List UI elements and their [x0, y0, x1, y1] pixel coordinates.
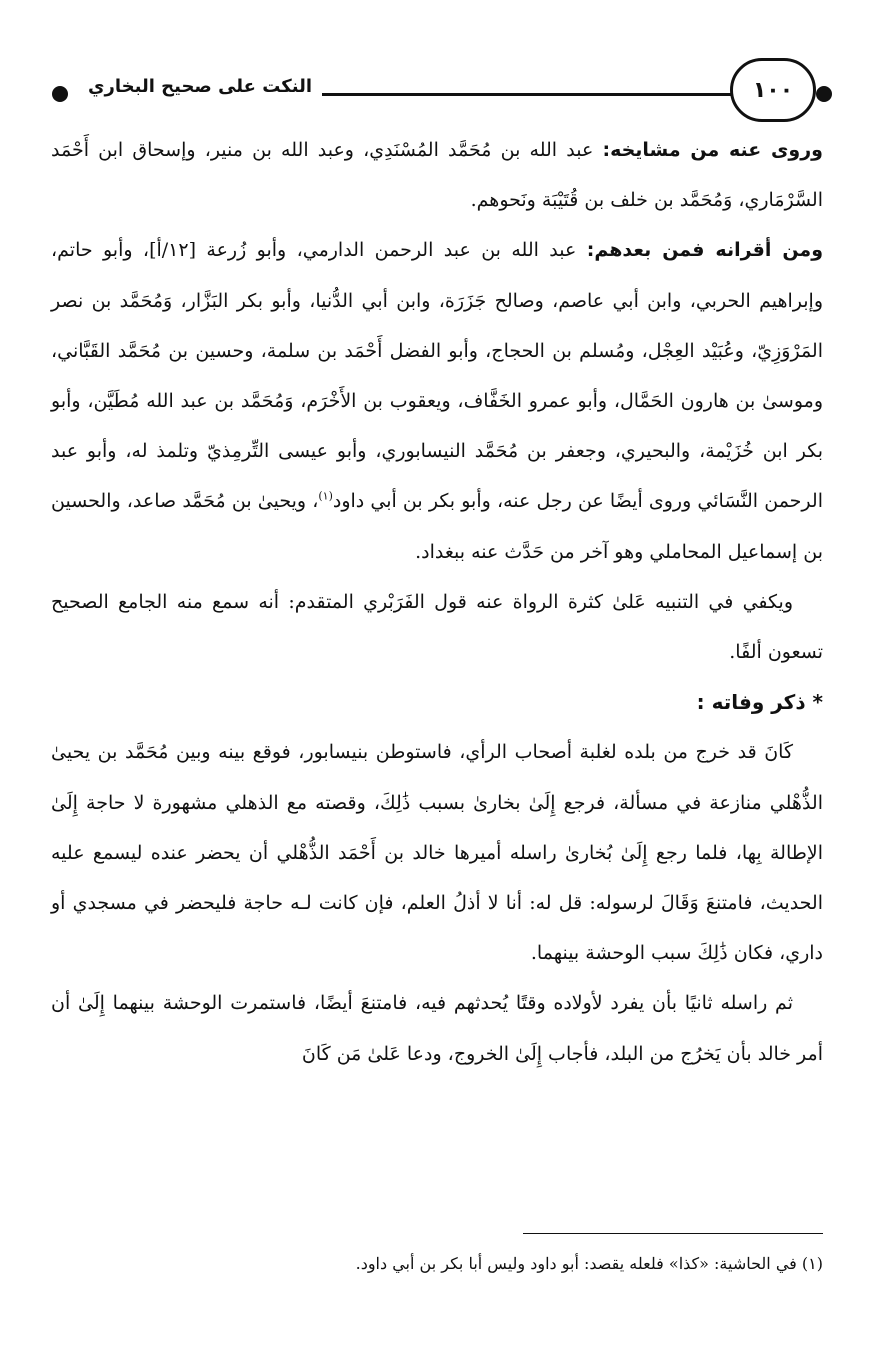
paragraph-teachers	[51, 125, 823, 225]
footnote-marker: (١)	[318, 490, 333, 504]
paragraph-peers	[51, 225, 823, 576]
header-dot-left	[52, 86, 68, 102]
main-text	[51, 125, 823, 1079]
paragraph-narrators: ويكفي في التنبيه عَلىٰ كثرة الرواة عنه قول الفَرَبْري المتقدم: أنه سمع منه الجامع الصحيح تسعون ألفًا.	[51, 590, 823, 664]
footnote: (١) في الحاشية: «كذا» فلعله يقصد: أبو داود وليس أبا بكر بن أبي داود.	[355, 1254, 823, 1273]
paragraph-departure: كَانَ قد خرج من بلده لغلبة أصحاب الرأي، فاستوطن بنيسابور، فوقع بينه وبين مُحَمَّد بن يحيىٰ الذُّهْلي منازعة في مسألة، فرجع إِلَىٰ بخارىٰ بسبب ذَٰلِكَ، وقصته مع الذهلي مشهورة لا حاجة إِلَىٰ الإطالة بِها، فلما رجع إِلَىٰ بُخارىٰ راسله أميرها خالد بن أَحْمَد الذُّهْلي أن يحضر عنده ليسمع عليه الحديث، فامتنعَ وَقَالَ لرسوله: قل له: أنا لا أذلُ العلم، فإن كانت لـه حاجة فليحضر في مسجدي أو داري، فكان ذَٰلِكَ سبب الوحشة بينهما.	[51, 741, 823, 965]
running-title: النكت على صحيح البخاري	[78, 76, 322, 97]
page-header	[38, 58, 838, 128]
paragraph-lead: وروى عنه من مشايخه:	[602, 139, 823, 161]
paragraph-lead: ومن أقرانه فمن بعدهم:	[586, 239, 824, 262]
paragraph-exile: ثم راسله ثانيًا بأن يفرد لأولاده وقتًا يُحدثهم فيه، فامتنعَ أيضًا، فاستمرت الوحشة بينهما إِلَىٰ أن أمر خالد بأن يَخرُج من البلد، فأجاب إِلَىٰ الخروج، ودعا عَلىٰ مَن كَانَ	[51, 992, 823, 1065]
paragraph-text: عبد الله بن مُحَمَّد المُسْنَدِي، وعبد الله بن منير، وإسحاق ابن أَحْمَد السَّرْمَاري، وَمُحَمَّد بن خلف بن قُتَيْبَة ونَحوهم.	[51, 139, 823, 212]
paragraph-text: ، ويحيىٰ بن مُحَمَّد صاعد، والحسين بن إسماعيل المحاملي وهو آخر من حَدَّث عنه ببغداد.	[51, 490, 823, 563]
header-dot-right	[816, 86, 832, 102]
page-number: ١٠٠	[730, 58, 816, 122]
paragraph-text: عبد الله بن عبد الرحمن الدارمي، وأبو زُرعة [١٢/أ]، وأبو حاتم، وإبراهيم الحربي، وابن أبي عاصم، وصالح جَزَرَة، وابن أبي الدُّنيا، وأبو بكر البَزَّار، وَمُحَمَّد بن نصر المَرْوَزِيّ، وعُبَيْد العِجْل، ومُسلم بن الحجاج، وأبو الفضل أَحْمَد بن سلمة، وحسين بن مُحَمَّد القَبَّاني، وموسىٰ بن هارون الحَمَّال، وأبو عمرو الخَفَّاف، ويعقوب بن الأَخْرَم، وَمُحَمَّد بن عبد الله مُطَيَّن، وأبو بكر ابن خُزَيْمة، والبحيري، وجعفر بن مُحَمَّد النيسابوري، وأبو عيسى التِّرمِذيّ وتلمذ له، وأبو عبد الرحمن النَّسَائي وروى أيضًا عن رجل عنه، وأبو بكر بن أبي داود	[51, 239, 823, 513]
footnote-separator	[523, 1233, 823, 1234]
section-heading: * ذكر وفاته :	[696, 690, 823, 715]
